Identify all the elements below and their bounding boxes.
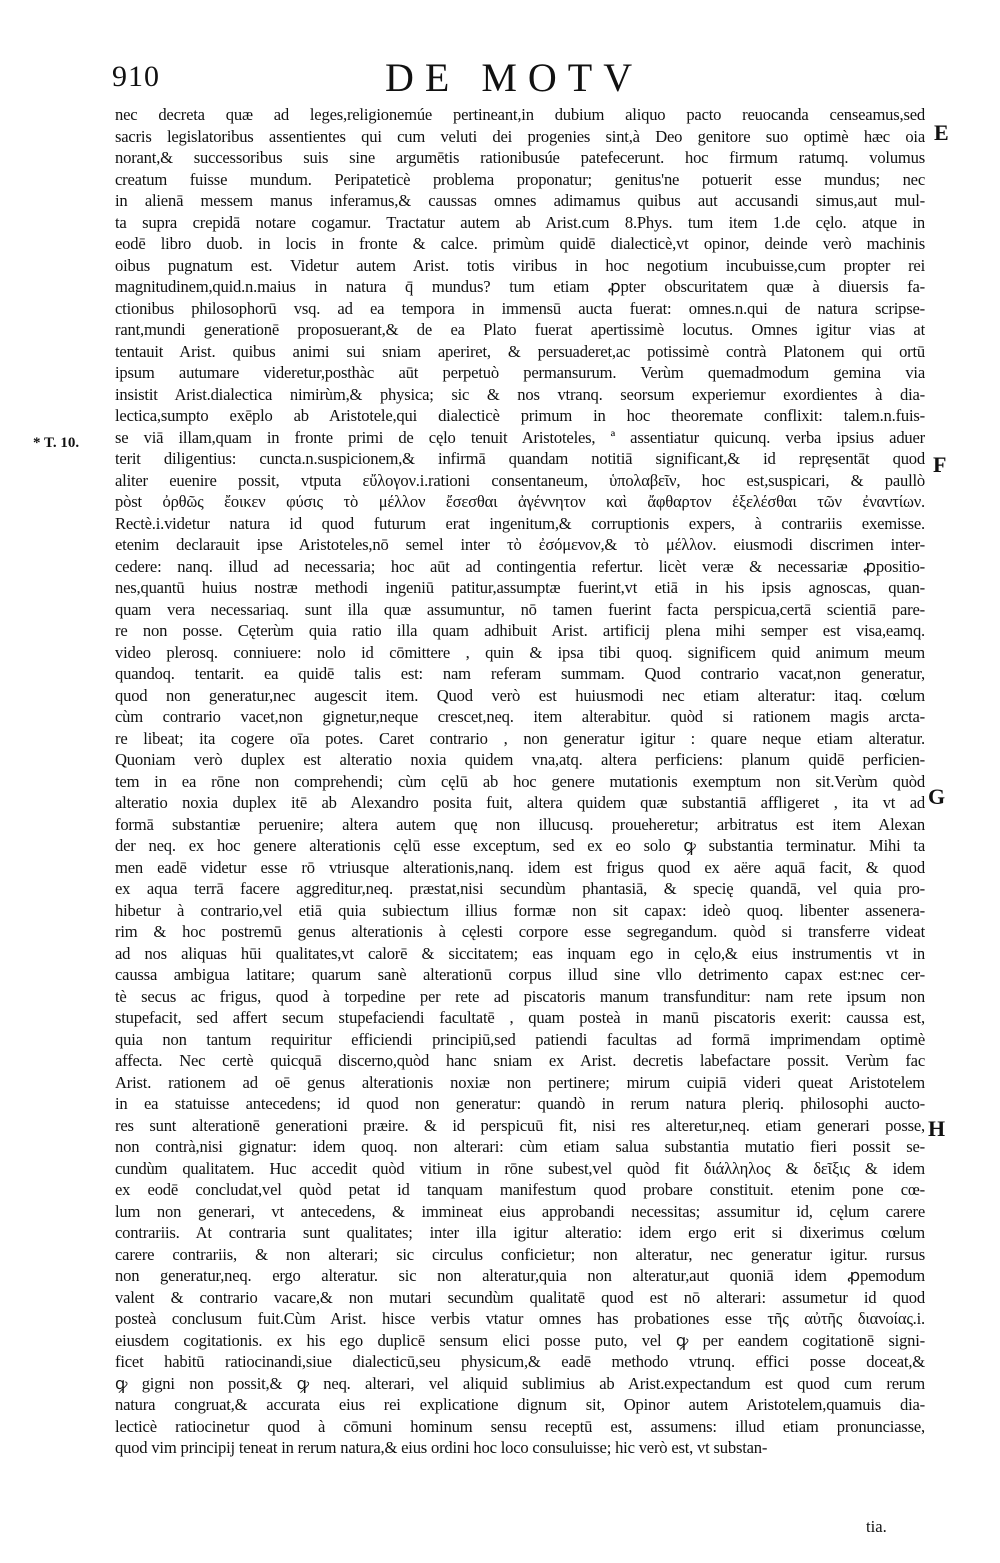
text-line: stupefacit, sed affert secum stupefaciendi facultatē , quam posteà in manū piscatoris exerit: caussa est,: [115, 1008, 925, 1027]
page-number: 910: [112, 60, 160, 93]
text-line: lectica,sumpto exēplo ab Aristotele,qui dialecticè primum in hoc theoremate conflixit: talem.n.fuis-: [115, 406, 925, 425]
text-line: non generatur,neq. ergo alteratur. sic non alteratur,quia non alteratur,aut quoniā idem ꝓpemodum: [115, 1266, 925, 1285]
text-line: ipsum autumare videretur,posthàc aūt perpetuò permansurum. Verùm quemadmodum gemina via: [115, 363, 925, 382]
text-line: re libeat; ita cogere oīa potes. Caret contrario , non generatur igitur : quare neque etiam alteratur.: [115, 728, 925, 748]
text-line: non contrà,nisi gignatur: idem quoq. non alterari: cùm etiam salua substantia mutatio fieri possit se-: [115, 1137, 925, 1156]
text-line: carere contrariis, & non alterari; sic circulus conficietur; non alteratur, nec generatur igitur. rursus: [115, 1244, 925, 1264]
text-line: re non posse. Cęterùm quia ratio illa quam adhibuit Arist. artificij plena mihi semper est visa,eamq.: [115, 621, 925, 640]
text-line: alteratio noxia duplex itē ab Alexandro posita fuit, altera quidem quæ substantiā affligeret , ita vt ad: [115, 793, 925, 812]
text-line: nec decreta quæ ad leges,religionemúe pertineant,in dubium aliquo pacto reuocanda censeamus,sed: [115, 105, 925, 124]
text-line: natura congruat,& accurata eius rei explicatione dignum sit, Opinor autem Aristotelem,quamuis dia-: [115, 1395, 925, 1414]
margin-letter-f: F: [933, 452, 947, 477]
text-line: etenim declarauit ipse Aristoteles,nō semel inter τὸ ἐσόμενον,& τὸ μέλλον. eiusmodi discrimen inter-: [115, 535, 925, 554]
text-line: in ea statuisse antecedens; id quod non generatur: quandò in rerum natura pleriq. philosophi aucto-: [115, 1094, 925, 1113]
text-line: posteà conclusum fuit.Cùm Arist. hisce verbis vtatur omnes has probationes esse τῆς αὐτῆς διανοίας.i.: [115, 1309, 925, 1328]
text-line: der neq. ex hoc genere alterationis cęlū esse exceptum, sed ex eo solo ꝙ substantia terminatur. Mihi ta: [115, 836, 925, 855]
text-line: quod vim principij teneat in rerum natura,& eius ordini hoc loco consuluisse; hic verò est, vt substan-: [115, 1438, 768, 1457]
body-text: [115, 104, 925, 1459]
text-line: pòst ὀρθῶς ἔοικεν φύσις τὸ μέλλον ἔσεσθαι ἀγέννητον καὶ ἄφθαρτον ἐξελέσθαι τῶν ἐναντίων.: [115, 492, 925, 511]
text-line: res sunt alterationē generationi præire. & id perspicuū fit, nisi res alteretur,neq. etiam generari posse,: [115, 1115, 925, 1135]
text-line: ꝙ gigni non possit,& ꝙ neq. alterari, vel aliquid sublimius ab Arist.expectandum est quod cum rerum: [115, 1373, 925, 1393]
text-line: oibus pugnatum est. Videtur autem Arist. totis viribus in hoc negotium incubuisse,cum propter rei: [115, 255, 925, 275]
text-line: tè secus ac frigus, quod à torpedine per rete ad piscatoris manum transfunditur: nam rete ipsum non: [115, 986, 925, 1006]
margin-letter-e: E: [934, 120, 949, 145]
text-line: norant,& successoribus suis sine argumētis rationibusúe patefecerunt. hoc firmum ratumq. volumus: [115, 148, 925, 167]
text-line: lecticè ratiocinetur quod à cōmuni hominum sensu receptū est, assumens: illud etiam pronunciasse,: [115, 1416, 925, 1436]
text-line: lum non generari, vt antecedens, & immineat eius approbandi necessitas; assumitur id, cęlum carere: [115, 1201, 925, 1221]
text-line: aliter euenire possit, vtputa εὔλογον.i.rationi consentaneum, ὑπολαβεῖν, hoc est,suspicari, & paullò: [115, 470, 925, 490]
text-line: Quoniam verò duplex est alteratio noxia quidem vna,atq. altera perficiens: planum quidē perficien-: [115, 750, 925, 769]
text-line: caussa ambigua latitare; quarum sanè alterationū corpus illud sine vllo detrimento capax est:nec cer-: [115, 965, 925, 984]
text-line: affecta. Nec certè quicquā discerno,quòd hanc sniam ex Arist. decretis labefactare possit. Verùm fac: [115, 1051, 925, 1070]
margin-note: * T. 10.: [33, 435, 80, 451]
text-line: ex eodē concludat,vel quòd petat id tanquam manifestum quod probare constituit. etenim pone cœ-: [115, 1180, 925, 1199]
text-line: hibetur à contrario,vel etiā quia subiectum illius formæ non sit capax: ideò quoq. libenter assenera-: [115, 900, 925, 920]
margin-letter-g: G: [928, 784, 946, 809]
text-line: terit diligentius: cuncta.n.suspicionem,& infirmā quandam notitiā significant,& id repręsentāt quod: [115, 449, 925, 468]
text-line: insistit Arist.dialectica nimirùm,& physica; sic & nos vtranq. seorsum experiemur exordientes à dia-: [115, 384, 925, 404]
text-line: rant,mundi generationē proposuerant,& de ea Plato fuerat apertissimè locutus. Omnes igitur vias at: [115, 320, 925, 339]
text-line: creatum fuisse mundum. Peripateticè problema proponatur; genitus'ne potuerit esse mundus; nec: [115, 169, 925, 189]
text-line: se viā illam,quam in fronte primi de cęlo tenuit Aristoteles, ª assentiatur quicunq. verba ipsius aduer: [115, 427, 925, 447]
text-line: magnitudinem,quid.n.maius in natura q̄ mundus? tum etiam ꝓpter obscuritatem quæ à diuersis fa-: [115, 277, 925, 296]
text-line: quod non generatur,nec augescit item. Quod verò est huiusmodi nec etiam alteratur: itaq. cœlum: [115, 685, 925, 705]
text-line: contrariis. At contraria sunt qualitates; inter illa igitur alteratio: idem ergo erit si dixerimus cœlum: [115, 1223, 925, 1242]
text-line: ad nos aliquas hūi qualitates,vt calorē & siccitatem; eas inquam ego in cęlo,& eius instrumentis vt in: [115, 943, 925, 963]
text-line: nes,quantū huius nostræ methodi ingeniū patitur,assumptæ fuerint,vt etiā in his ipsis agnoscas, quan-: [115, 578, 925, 597]
text-line: formā substantiæ peruenire; altera autem quę non illucusq. proueheretur; arbitratus est item Alexan: [115, 814, 925, 834]
catchword: tia.: [866, 1517, 887, 1536]
text-line: ex aqua terrā facere aggreditur,neq. præstat,nisi secundùm phantasiā, & specię quandā, vel quia pro-: [115, 879, 925, 898]
text-line: quandoq. tentarit. ea quidē talis est: nam referam summam. Quod contrario vacat,non generatur,: [115, 664, 925, 683]
text-line: ficet habitū ratiocinandi,siue dialecticū,seu physicum,& eadē methodo vtrunq. effici posse doceat,&: [115, 1352, 925, 1371]
text-line: tem in ea rōne non comprehendi; cùm cęlū ab hoc genere mutationis exemptum non sit.Verùm quòd: [115, 771, 925, 791]
text-line: ta supra crepidā notare cogamur. Tractatur autem ab Arist.cum 8.Phys. tum item 1.de cęlo. atque in: [115, 212, 925, 232]
running-head: DE MOTV: [385, 55, 644, 100]
text-line: cundùm qualitatem. Huc accedit quòd vitium in rōne subest,vel quòd fit διάλληλος & δεῖξις & idem: [115, 1158, 925, 1178]
text-line: men eadē videtur esse rō vtriusque alterationis,nanq. idem est frigus quod ex aëre aquā facit, & quod: [115, 857, 925, 877]
text-line: Arist. rationem ad oē genus alterationis noxiæ non pertinere; mirum cuipiā videri queat Aristotelem: [115, 1072, 925, 1092]
text-line: cùm contrario vacet,non gignetur,neque crescet,neq. item alterabitur. quòd si rationem magis arcta-: [115, 707, 925, 726]
text-line: video plerosq. conniuere: nolo id cōmittere , quin & ipsa tibi quoq. significem quid animum meum: [115, 642, 925, 662]
text-line: sacris legislatoribus assentientes qui cum veluti dei progenies sint,à Deo genitore suo optimè hæc oia: [115, 126, 925, 146]
text-line: in alienā messem manus inferamus,& caussas omnes adimamus quibus aut accusandi simus,aut mul-: [115, 191, 925, 210]
text-line: tentauit Arist. quibus animi sui sniam aperiret, & persuaderet,ac potissimè contrà Platonem qui ortū: [115, 341, 925, 361]
margin-letter-h: H: [928, 1116, 946, 1141]
text-line: quia non tantum requiritur efficiendi principiū,sed patiendi facultas ad formā imprimendam optimè: [115, 1029, 925, 1049]
text-line: eiusdem cogitationis. ex his ego duplicē sensum elici posse puto, vel ꝙ per eandem cogitationē signi-: [115, 1330, 925, 1350]
text-line: valent & contrario vacare,& non mutari secundùm qualitatē quod est nō alterari: assumetur id quod: [115, 1287, 925, 1307]
text-line: ctionibus philosophorū vsq. ad ea tempora in immensū aucta fuerat: omnes.n.qui de natura scripse-: [115, 298, 925, 318]
text-line: quam vera necessariaq. sunt illa quæ assumuntur, nō tamen fuerint facta perspicua,certā scientiā pare-: [115, 599, 925, 619]
text-line: cedere: nanq. illud ad necessaria; hoc aūt ad contingentia refertur. licèt veræ & necessariæ ꝓpositio-: [115, 556, 925, 576]
text-line: eodē libro duob. in locis in fronte & calce. primùm quidē dialecticè,vt opinor, deinde verò machinis: [115, 234, 925, 253]
text-line: Rectè.i.videtur natura id quod futurum erat ingenitum,& corruptionis expers, à contrariis exemisse.: [115, 513, 925, 533]
text-line: rim & hoc postremū genus alterationis à cęlesti corpore esse segregandum. quòd si transferre videat: [115, 922, 925, 941]
